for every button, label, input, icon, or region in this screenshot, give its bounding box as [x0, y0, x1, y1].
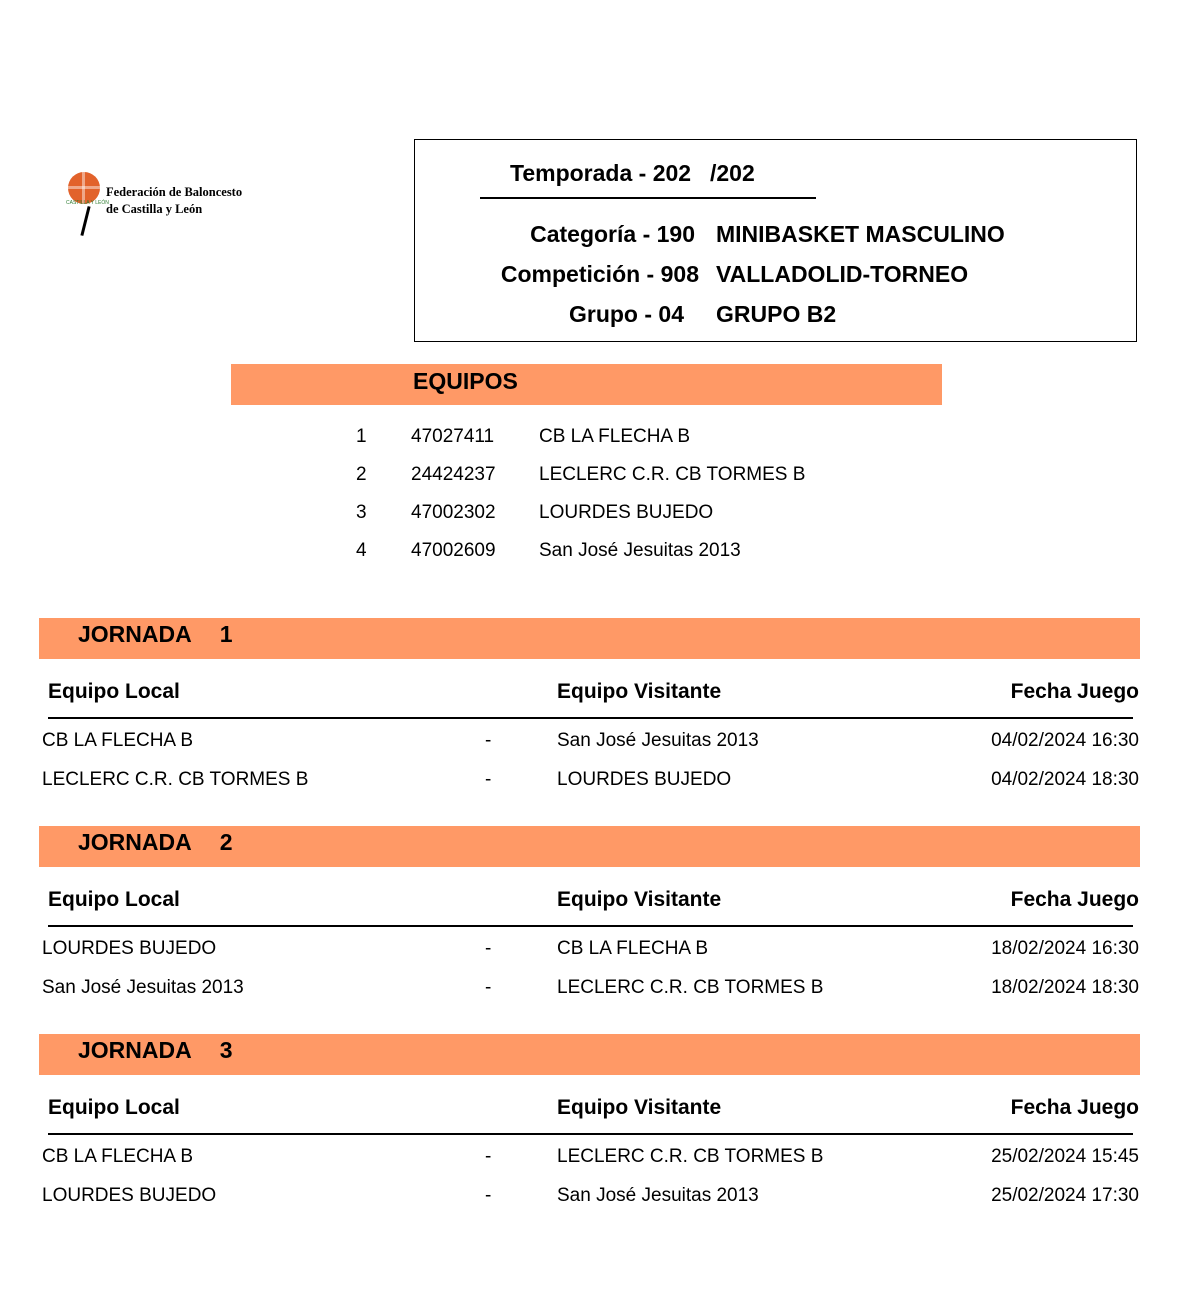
visitor-team: LECLERC C.R. CB TORMES B — [557, 1146, 824, 1167]
player-silhouette-icon — [80, 206, 90, 236]
competition-value: VALLADOLID-TORNEO — [716, 261, 969, 287]
match-separator: - — [485, 938, 492, 959]
equipos-header-bar — [231, 364, 942, 405]
competition-label: Competición - 908 — [500, 261, 699, 287]
visitor-team: LOURDES BUJEDO — [557, 769, 732, 790]
match-row — [0, 977, 1179, 1003]
group-value: GRUPO B2 — [716, 301, 837, 327]
local-team: LECLERC C.R. CB TORMES B — [42, 769, 309, 790]
jornada-label: JORNADA — [78, 1037, 192, 1063]
federation-logo — [62, 168, 262, 242]
visitor-team: San José Jesuitas 2013 — [557, 1185, 759, 1206]
match-date: 04/02/2024 16:30 — [991, 730, 1139, 751]
team-row — [0, 502, 1179, 526]
header-divider — [48, 925, 1133, 927]
column-header-visitor: Equipo Visitante — [557, 1096, 722, 1119]
header-divider — [48, 717, 1133, 719]
header-divider — [48, 1133, 1133, 1135]
jornada-label: JORNADA — [78, 829, 192, 855]
visitor-team: San José Jesuitas 2013 — [557, 730, 759, 751]
jornada-title — [78, 1037, 233, 1064]
local-team: CB LA FLECHA B — [42, 1146, 194, 1167]
season-label: Temporada - 202 — [510, 160, 692, 186]
jornada-number: 3 — [219, 1037, 233, 1063]
jornada-title — [78, 621, 233, 648]
match-separator: - — [485, 769, 492, 790]
match-row — [0, 1185, 1179, 1211]
local-team: LOURDES BUJEDO — [42, 1185, 217, 1206]
jornada-title — [78, 829, 233, 856]
team-row — [0, 540, 1179, 564]
team-code: 47027411 — [411, 426, 495, 447]
match-date: 04/02/2024 18:30 — [991, 769, 1139, 790]
team-number: 4 — [356, 540, 367, 561]
season-underline — [480, 197, 816, 199]
column-header-local: Equipo Local — [48, 1096, 180, 1119]
team-name: San José Jesuitas 2013 — [539, 540, 741, 561]
team-number: 3 — [356, 502, 367, 523]
visitor-team: CB LA FLECHA B — [557, 938, 709, 959]
match-date: 18/02/2024 18:30 — [991, 977, 1139, 998]
team-number: 1 — [356, 426, 367, 447]
visitor-team: LECLERC C.R. CB TORMES B — [557, 977, 824, 998]
category-value: MINIBASKET MASCULINO — [716, 221, 1005, 247]
match-date: 18/02/2024 16:30 — [991, 938, 1139, 959]
team-name: LECLERC C.R. CB TORMES B — [539, 464, 806, 485]
jornada-number: 2 — [219, 829, 233, 855]
jornada-section — [0, 1034, 1179, 1234]
jornada-number: 1 — [219, 621, 233, 647]
match-separator: - — [485, 1185, 492, 1206]
column-header-visitor: Equipo Visitante — [557, 680, 722, 703]
team-code: 47002302 — [411, 502, 496, 523]
match-row — [0, 769, 1179, 795]
team-row — [0, 426, 1179, 450]
team-name: CB LA FLECHA B — [539, 426, 691, 447]
column-header-date: Fecha Juego — [1010, 1096, 1139, 1119]
local-team: San José Jesuitas 2013 — [42, 977, 244, 998]
jornada-section — [0, 618, 1179, 818]
column-header-visitor: Equipo Visitante — [557, 888, 722, 911]
column-header-date: Fecha Juego — [1010, 680, 1139, 703]
match-separator: - — [485, 730, 492, 751]
match-row — [0, 730, 1179, 756]
match-date: 25/02/2024 15:45 — [991, 1146, 1139, 1167]
jornada-section — [0, 826, 1179, 1026]
team-number: 2 — [356, 464, 367, 485]
equipos-title: EQUIPOS — [413, 368, 518, 394]
season-separator: /202 — [710, 160, 755, 186]
team-code: 47002609 — [411, 540, 496, 561]
match-row — [0, 938, 1179, 964]
column-header-local: Equipo Local — [48, 680, 180, 703]
logo-region-text: CASTILLA Y LEÓN — [66, 200, 109, 206]
group-label: Grupo - 04 — [568, 301, 684, 327]
local-team: LOURDES BUJEDO — [42, 938, 217, 959]
federation-name-line2: de Castilla y León — [106, 202, 203, 216]
category-label: Categoría - 190 — [530, 221, 695, 247]
federation-name-line1: Federación de Baloncesto — [106, 185, 243, 199]
team-row — [0, 464, 1179, 488]
team-code: 24424237 — [411, 464, 496, 485]
column-header-date: Fecha Juego — [1010, 888, 1139, 911]
match-separator: - — [485, 977, 492, 998]
match-row — [0, 1146, 1179, 1172]
team-name: LOURDES BUJEDO — [539, 502, 714, 523]
jornada-label: JORNADA — [78, 621, 192, 647]
federation-name — [106, 184, 242, 218]
local-team: CB LA FLECHA B — [42, 730, 194, 751]
match-date: 25/02/2024 17:30 — [991, 1185, 1139, 1206]
column-header-local: Equipo Local — [48, 888, 180, 911]
match-separator: - — [485, 1146, 492, 1167]
